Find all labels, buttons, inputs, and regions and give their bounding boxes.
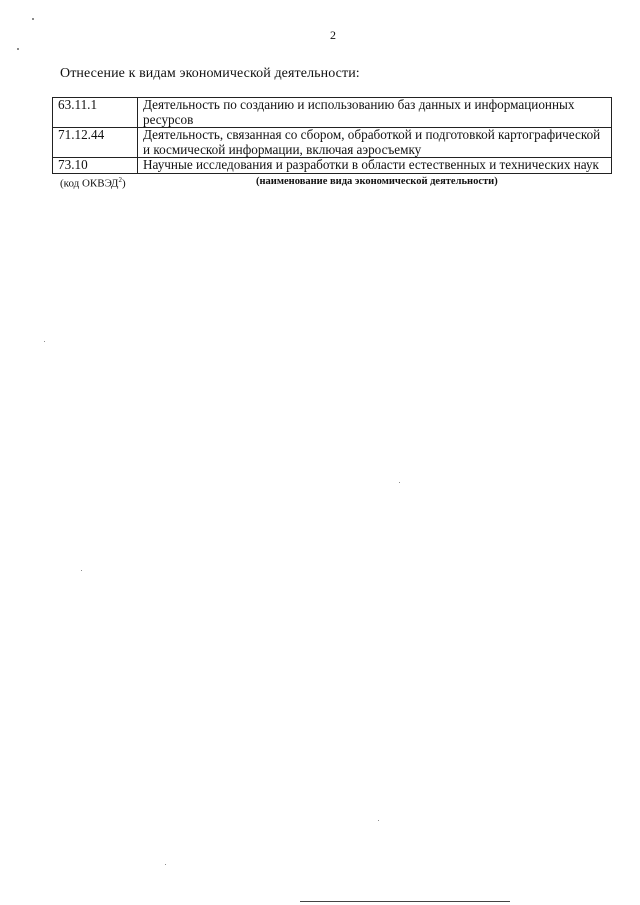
scan-speck	[399, 482, 400, 483]
okved-code: 73.10	[53, 158, 138, 174]
scan-speck	[32, 18, 34, 20]
okved-code: 71.12.44	[53, 128, 138, 158]
okved-table	[52, 97, 612, 174]
caption-name-column: (наименование вида экономической деятельности)	[256, 176, 498, 187]
scan-speck	[17, 48, 19, 50]
caption-code-column	[60, 176, 126, 190]
caption-code-text: (код ОКВЭД	[60, 177, 119, 190]
activity-name: Научные исследования и разработки в области естественных и технических наук	[138, 158, 612, 174]
scan-speck	[44, 341, 45, 342]
scan-speck	[81, 570, 82, 571]
table-caption	[52, 176, 612, 190]
table-row	[53, 128, 612, 158]
scan-speck	[165, 864, 166, 865]
caption-code-close: )	[121, 177, 126, 190]
table-row	[53, 158, 612, 174]
bottom-edge-line	[300, 901, 510, 902]
table-row	[53, 98, 612, 128]
caption-footnote-mark: 2	[118, 176, 122, 184]
okved-code: 63.11.1	[53, 98, 138, 128]
section-heading: Отнесение к видам экономической деятельности:	[60, 66, 360, 81]
page-number: 2	[330, 28, 336, 42]
activity-name: Деятельность по созданию и использованию баз данных и информационных ресурсов	[138, 98, 612, 128]
scan-speck	[378, 820, 379, 821]
activity-name: Деятельность, связанная со сбором, обработкой и подготовкой картографической и космической информации, включая аэросъемку	[138, 128, 612, 158]
